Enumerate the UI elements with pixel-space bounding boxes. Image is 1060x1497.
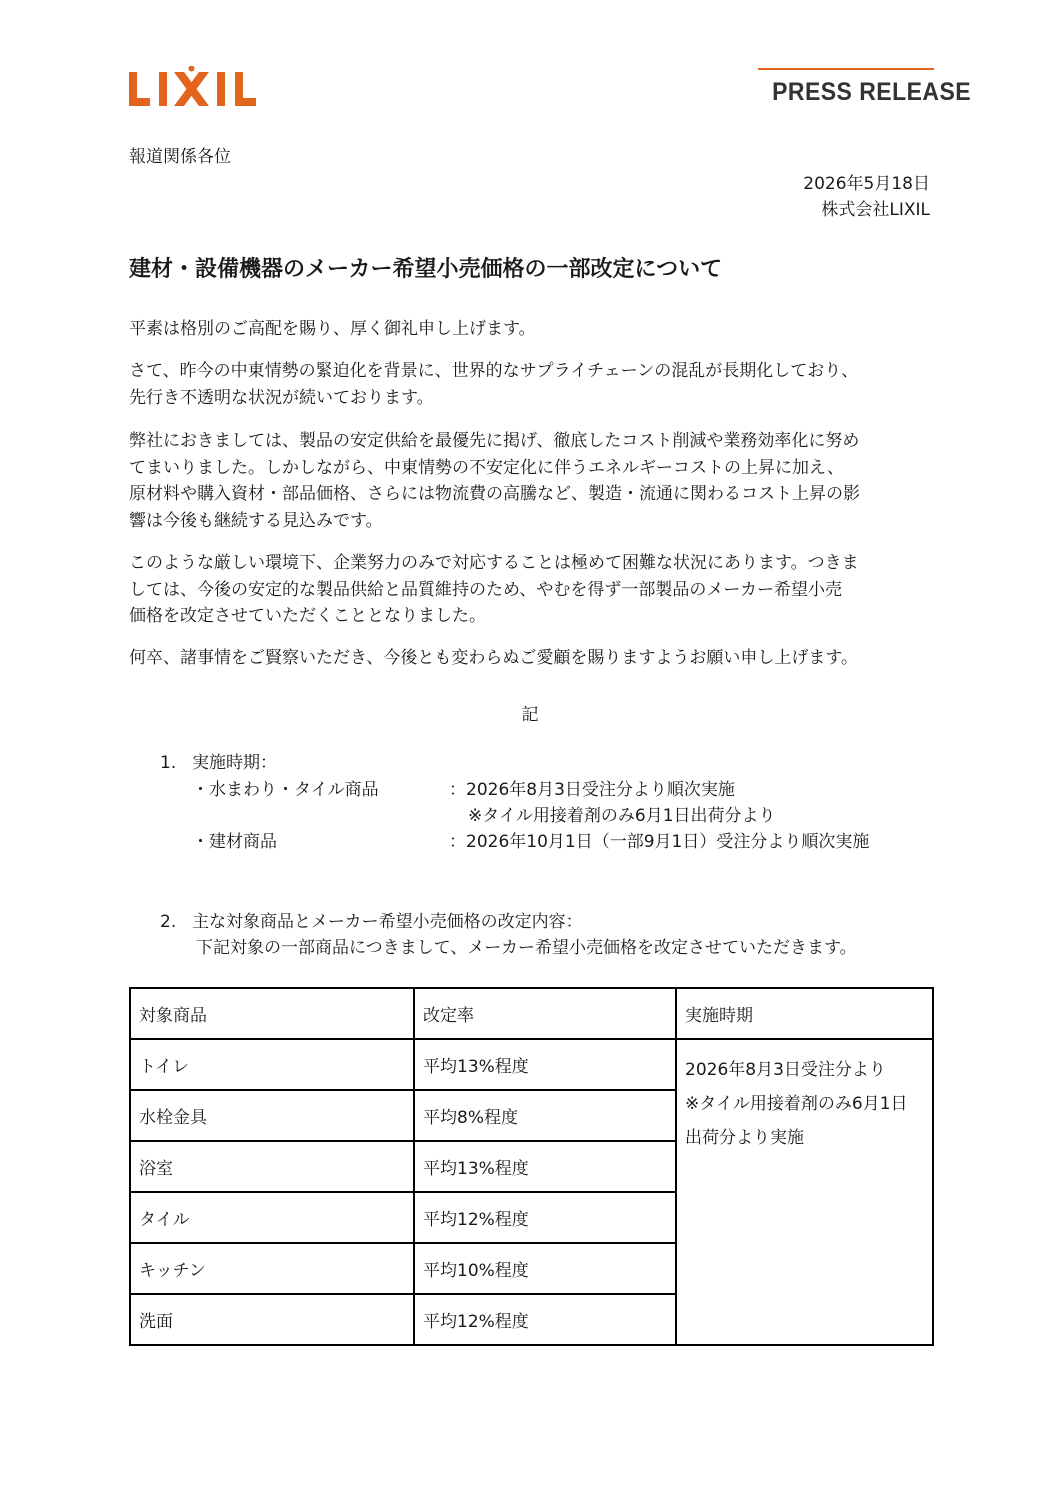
price-revision-table xyxy=(129,987,934,1346)
table-cell-product: キッチン xyxy=(130,1243,414,1294)
ki-marker: 記 xyxy=(521,705,539,725)
paragraph-line: 響は今後も継続する見込みです。 xyxy=(129,510,383,531)
paragraph-line: 原材料や購入資材・部品価格、さらには物流費の高騰など、製造・流通に関わるコスト上昇の影 xyxy=(129,484,860,504)
section2-number: 2. xyxy=(160,912,177,932)
section1-number: 1. xyxy=(160,753,177,773)
table-cell-rate: 平均12%程度 xyxy=(414,1294,676,1345)
timing-line: ※タイル用接着剤のみ6月1日 xyxy=(685,1094,908,1114)
paragraph-line: 弊社におきましては、製品の安定供給を最優先に掲げ、徹底したコスト削減や業務効率化に努め xyxy=(129,431,860,451)
document-title: 建材・設備機器のメーカー希望小売価格の一部改定について xyxy=(129,257,723,282)
paragraph-line: 先行き不透明な状況が続いております。 xyxy=(129,387,434,408)
section2-heading: 主な対象商品とメーカー希望小売価格の改定内容： xyxy=(192,912,583,932)
release-date: 2026年5月18日 xyxy=(803,174,930,194)
paragraph-efforts xyxy=(129,428,949,534)
paragraph-closing xyxy=(129,645,949,672)
paragraph-line: 平素は格別のご高配を賜り、厚く御礼申し上げます。 xyxy=(129,319,536,339)
table-cell-product: 浴室 xyxy=(130,1141,414,1192)
table-header-row xyxy=(130,988,933,1039)
table-cell-product: 洗面 xyxy=(130,1294,414,1345)
timing-line: 2026年8月3日受注分より xyxy=(685,1060,886,1080)
section1-item-note: ※タイル用接着剤のみ6月1日出荷分より xyxy=(468,806,776,826)
paragraph-line: このような厳しい環境下、企業努力のみで対応することは極めて困難な状況にあります。つきま xyxy=(129,553,859,573)
press-release-label: PRESS RELEASE xyxy=(772,78,972,106)
table-cell-rate: 平均12%程度 xyxy=(414,1192,676,1243)
table-cell-rate: 平均13%程度 xyxy=(414,1039,676,1090)
table-header-cell: 実施時期 xyxy=(676,988,933,1039)
table-header-cell: 対象商品 xyxy=(130,988,414,1039)
table-cell-rate: 平均13%程度 xyxy=(414,1141,676,1192)
paragraph-background xyxy=(129,358,949,411)
company-name: 株式会社LIXIL xyxy=(821,200,930,220)
table-cell-rate: 平均10%程度 xyxy=(414,1243,676,1294)
paragraph-line: さて、昨今の中東情勢の緊迫化を背景に、世界的なサプライチェーンの混乱が長期化しており、 xyxy=(129,361,859,381)
addressee: 報道関係各位 xyxy=(129,147,231,167)
section1-item-value: ：2026年10月1日（一部9月1日）受注分より順次実施 xyxy=(449,832,870,852)
timing-line: 出荷分より実施 xyxy=(685,1128,804,1148)
table-row xyxy=(130,1039,933,1090)
table-cell-product: タイル xyxy=(130,1192,414,1243)
section1-item-label: ・水まわり・タイル商品 xyxy=(192,780,379,800)
table-cell-rate: 平均8%程度 xyxy=(414,1090,676,1141)
section1-item-value: ：2026年8月3日受注分より順次実施 xyxy=(449,780,735,800)
table-cell-timing xyxy=(676,1039,933,1345)
table-cell-product: トイレ xyxy=(130,1039,414,1090)
header-rule xyxy=(758,68,934,70)
lixil-logo xyxy=(129,66,259,112)
paragraph-line: 何卒、諸事情をご賢察いただき、今後とも変わらぬご愛顧を賜りますようお願い申し上げます。 xyxy=(129,648,858,668)
section1-heading: 実施時期： xyxy=(192,753,277,773)
table-cell-product: 水栓金具 xyxy=(130,1090,414,1141)
section2-subtext: 下記対象の一部商品につきまして、メーカー希望小売価格を改定させていただきます。 xyxy=(196,938,857,958)
paragraph-line: 価格を改定させていただくこととなりました。 xyxy=(129,606,486,626)
paragraph-line: てまいりました。しかしながら、中東情勢の不安定化に伴うエネルギーコストの上昇に加え、 xyxy=(129,457,845,478)
paragraph-greeting xyxy=(129,316,949,343)
paragraph-decision xyxy=(129,550,949,630)
table-header-cell: 改定率 xyxy=(414,988,676,1039)
paragraph-line: しては、今後の安定的な製品供給と品質維持のため、やむを得ず一部製品のメーカー希望小売 xyxy=(129,579,842,600)
section1-item-label: ・建材商品 xyxy=(192,832,277,852)
press-release-header xyxy=(758,68,972,107)
